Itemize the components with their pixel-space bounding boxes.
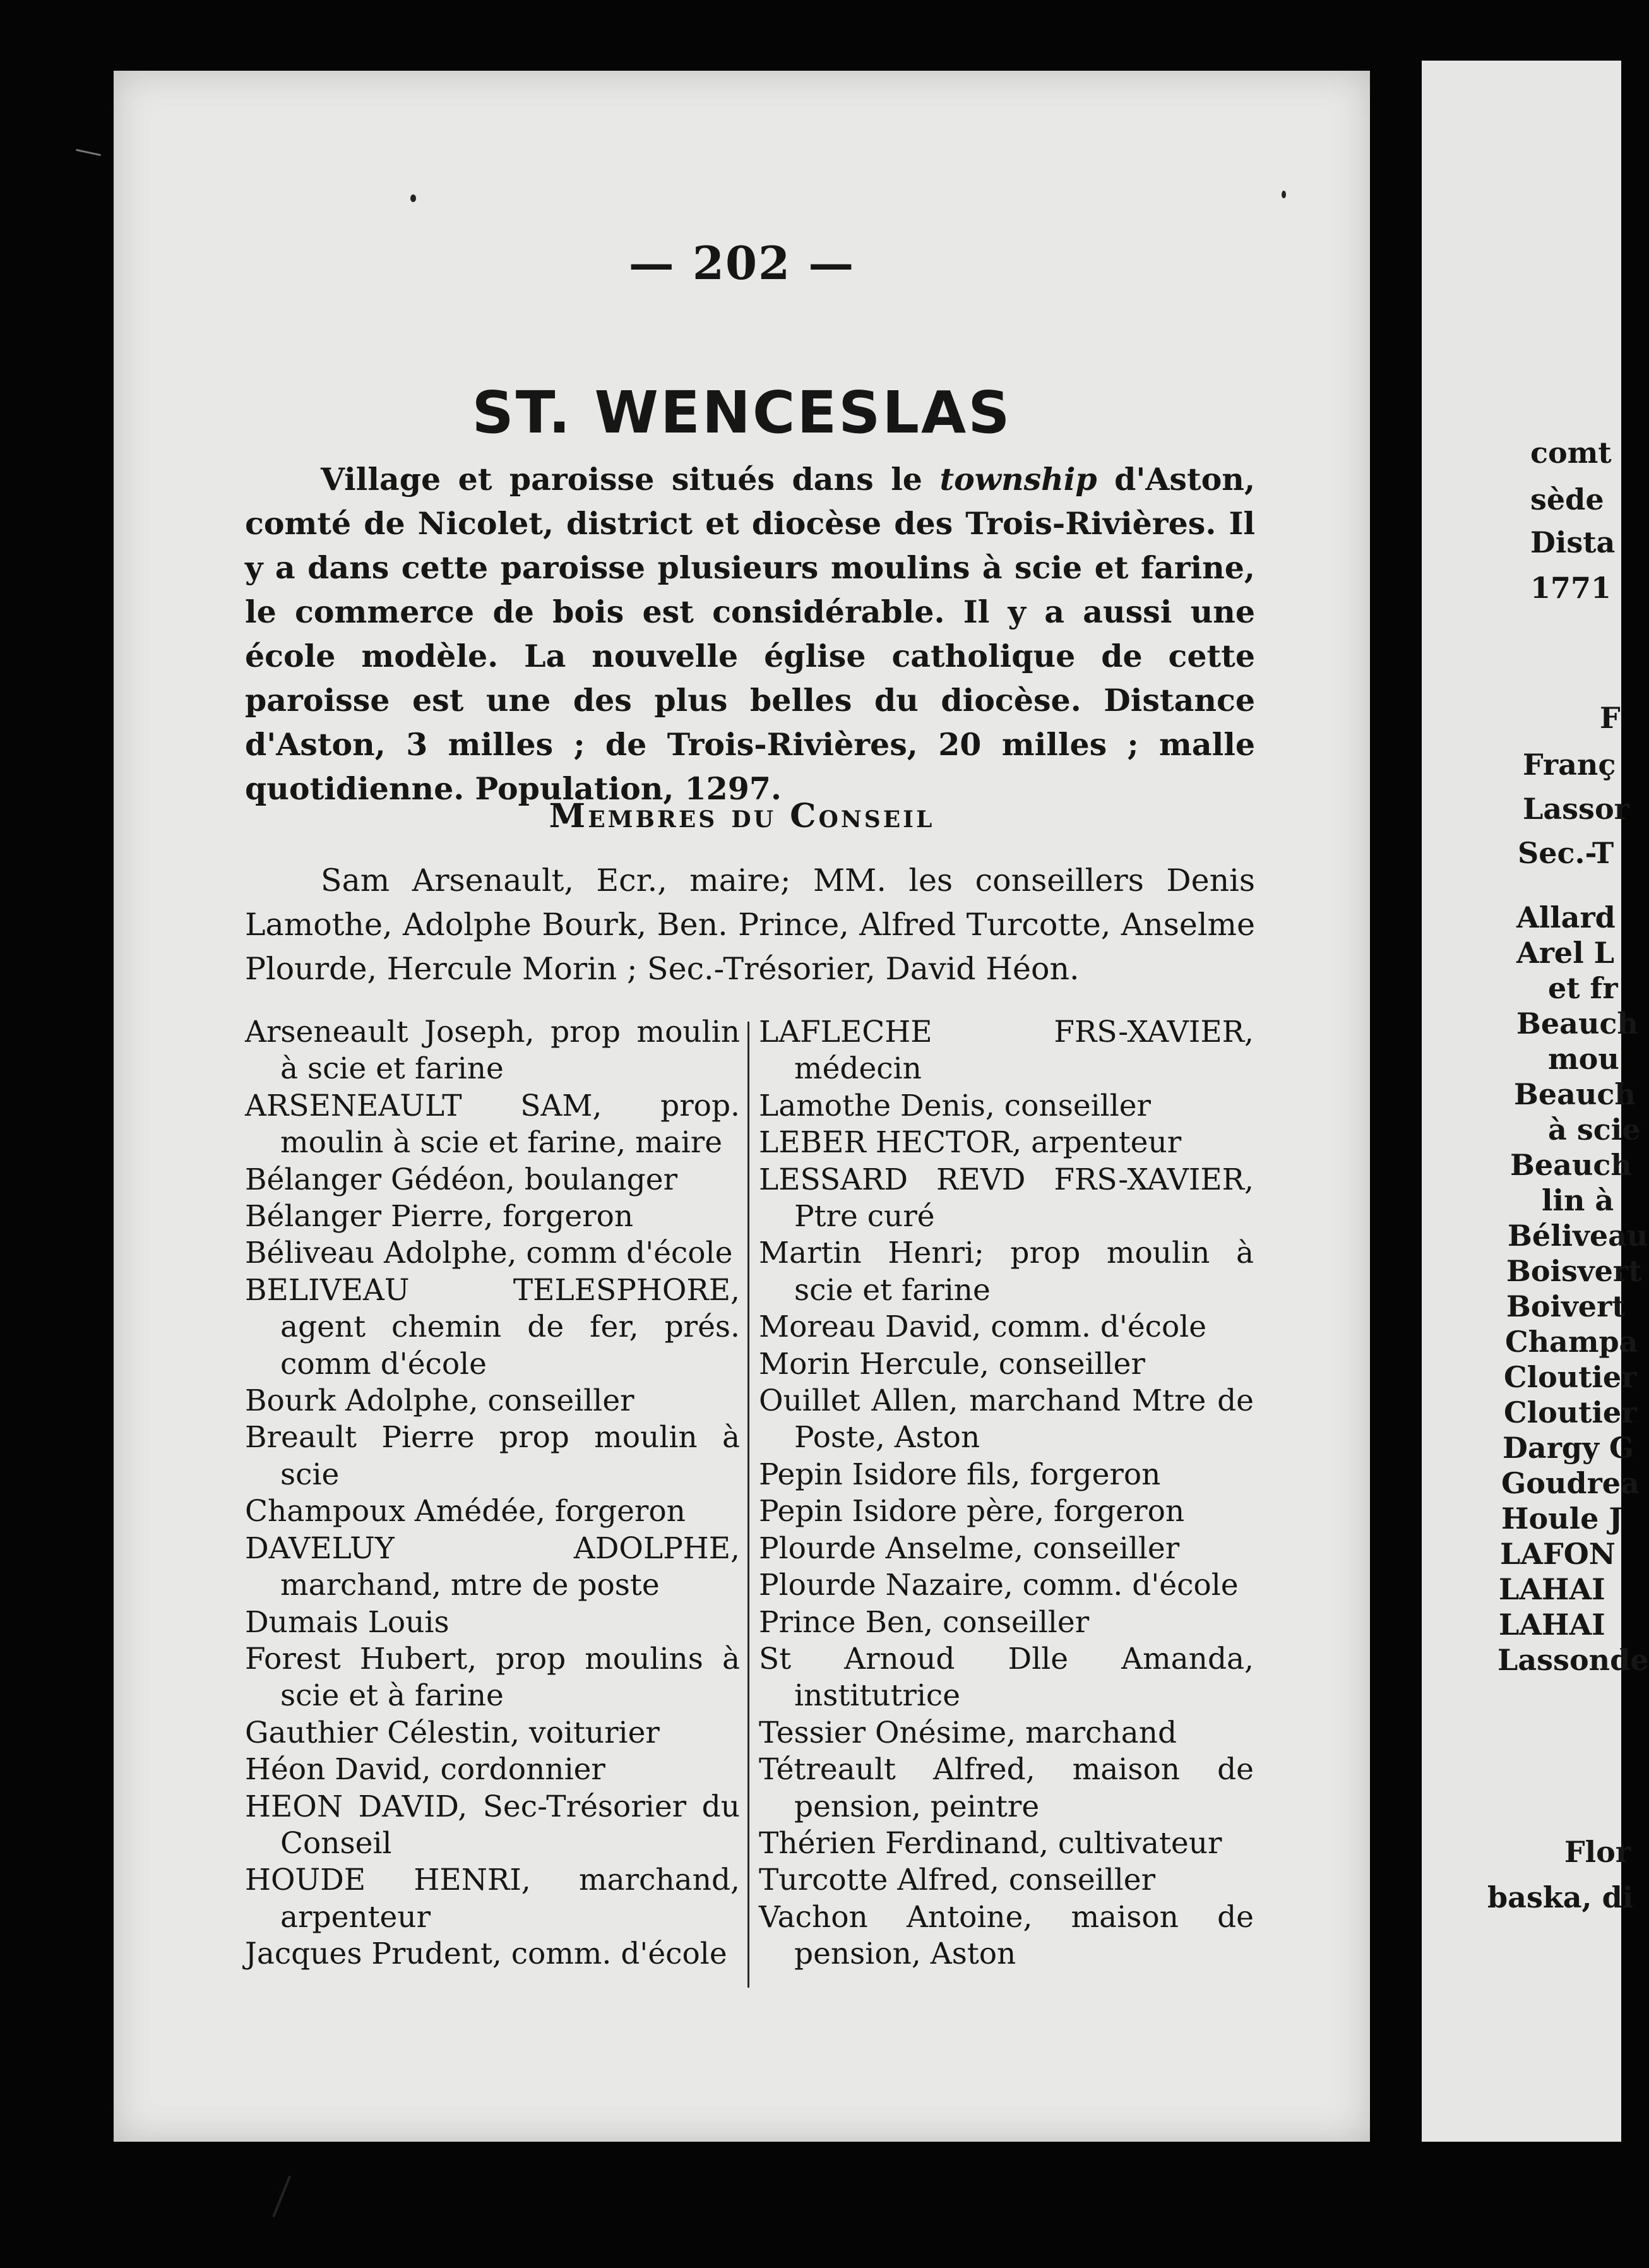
directory-entry: Dumais Louis <box>245 1604 449 1640</box>
directory-entry: Forest Hubert, prop moulins à scie et à farine <box>245 1641 740 1714</box>
adjacent-text: Dargy G <box>1503 1431 1634 1465</box>
adjacent-text: Arel L <box>1516 936 1615 970</box>
directory-entry: Morin Hercule, conseiller <box>759 1346 1145 1382</box>
directory-entry: Tessier Onésime, marchand <box>759 1715 1177 1750</box>
directory-entry: Gauthier Célestin, voiturier <box>245 1715 660 1750</box>
directory-entry: HEON DAVID, Sec-Trésorier du Conseil <box>245 1789 740 1861</box>
directory-entry: Pepin Isidore fils, forgeron <box>759 1457 1161 1492</box>
margin-line <box>76 149 101 156</box>
adjacent-text: Allard <box>1516 900 1616 934</box>
directory-entry: DAVELUY ADOLPHE, marchand, mtre de poste <box>245 1531 740 1603</box>
directory-entry: Vachon Antoine, maison de pension, Aston <box>759 1899 1254 1972</box>
intro-text-end: d'Aston, comté de Nicolet, district et diocèse des Trois-Rivières. Il y a dans cette paroisse plusieurs moulins à scie et farine, le commerce de bois est considérable. Il y a aussi une école modèle. La nouvelle église catholique de cette paroisse est une des plus belles du diocèse. Distance d'Aston, 3 milles ; de Trois-Rivières, 20 milles ; malle quotidienne. Population, 1297. <box>245 461 1255 807</box>
directory-entry: LAFLECHE FRS-XAVIER, médecin <box>759 1015 1254 1087</box>
adjacent-text: sède <box>1530 482 1604 516</box>
directory-entry: Bélanger Gédéon, boulanger <box>245 1162 678 1197</box>
adjacent-text: lin à <box>1542 1183 1614 1217</box>
adjacent-text: Lassor <box>1523 792 1629 826</box>
adjacent-text: Sec.-T <box>1518 836 1614 870</box>
directory-entry: Jacques Prudent, comm. d'école <box>245 1937 727 1972</box>
adjacent-text: Beauch <box>1516 1006 1638 1041</box>
directory-entry: Prince Ben, conseiller <box>759 1604 1090 1640</box>
directory-entry: St Arnoud Dlle Amanda, institutrice <box>759 1641 1254 1714</box>
ink-speck <box>410 194 416 202</box>
adjacent-text: à scie <box>1548 1113 1641 1147</box>
page-number: — 202 — <box>628 236 855 290</box>
directory-entry: ARSENEAULT SAM, prop. moulin à scie et farine, maire <box>245 1088 740 1161</box>
adjacent-text: LAFON <box>1500 1537 1616 1571</box>
adjacent-text: comt <box>1530 436 1612 470</box>
directory-entry: Plourde Nazaire, comm. d'école <box>759 1568 1239 1603</box>
directory-entry: Ouillet Allen, marchand Mtre de Poste, Aston <box>759 1383 1254 1455</box>
directory-entry: Thérien Ferdinand, cultivateur <box>759 1825 1222 1861</box>
book-page <box>114 71 1370 2142</box>
directory-right-column <box>759 1014 1254 1973</box>
directory-entry: LESSARD REVD FRS-XAVIER, Ptre curé <box>759 1162 1254 1234</box>
adjacent-text: Houle J <box>1501 1501 1623 1536</box>
adjacent-text: et fr <box>1548 971 1618 1005</box>
column-divider <box>747 1022 749 1988</box>
adjacent-page-edge <box>1422 61 1649 2142</box>
directory-entry: Martin Henri; prop moulin à scie et farine <box>759 1236 1254 1308</box>
council-paragraph: Sam Arsenault, Ecr., maire; MM. les conseillers Denis Lamothe, Adolphe Bourk, Ben. Prince, Alfred Turcotte, Anselme Plourde, Hercule Morin ; Sec.-Trésorier, David Héon. <box>245 862 1255 987</box>
adjacent-text: Dista <box>1530 525 1616 559</box>
directory-entry: Plourde Anselme, conseiller <box>759 1531 1180 1566</box>
adjacent-text: mou <box>1548 1042 1619 1076</box>
adjacent-text: Cloutier <box>1504 1395 1637 1429</box>
directory-entry: Tétreault Alfred, maison de pension, peintre <box>759 1752 1254 1824</box>
directory-entry: Héon David, cordonnier <box>245 1752 605 1788</box>
directory-entry: Bélanger Pierre, forgeron <box>245 1199 634 1234</box>
adjacent-text: Franç <box>1523 748 1616 782</box>
directory-entry: Turcotte Alfred, conseiller <box>759 1863 1156 1898</box>
adjacent-text: Beauch <box>1514 1077 1636 1111</box>
adjacent-text: Beauch <box>1510 1148 1632 1182</box>
council-heading: Membres du Conseil <box>549 797 935 835</box>
adjacent-text: Cloutier <box>1504 1360 1637 1394</box>
adjacent-text: Goudrea <box>1501 1466 1640 1500</box>
intro-paragraph <box>245 457 1255 811</box>
adjacent-text: LAHAI <box>1499 1572 1605 1606</box>
ink-speck <box>1282 191 1286 198</box>
adjacent-text: LAHAI <box>1499 1608 1605 1642</box>
adjacent-text: Champa <box>1505 1325 1638 1359</box>
directory-entry: Moreau David, comm. d'école <box>759 1310 1207 1345</box>
directory-entry: Bourk Adolphe, conseiller <box>245 1383 634 1419</box>
intro-text-start: Village et paroisse situés dans le <box>321 461 940 498</box>
directory-entry: Breault Pierre prop moulin à scie <box>245 1420 740 1492</box>
adjacent-text: Boisvert <box>1506 1254 1642 1288</box>
directory-entry: BELIVEAU TELESPHORE, agent chemin de fer, prés. comm d'école <box>245 1272 740 1382</box>
directory-entry: HOUDE HENRI, marchand, arpenteur <box>245 1863 740 1935</box>
directory-entry: Pepin Isidore père, forgeron <box>759 1494 1185 1529</box>
adjacent-text: 1771 <box>1530 571 1612 605</box>
adjacent-text: Flor <box>1564 1835 1631 1869</box>
adjacent-text: Lassonde <box>1497 1643 1649 1677</box>
directory-left-column <box>245 1014 740 1973</box>
intro-emphasis: township <box>939 461 1097 498</box>
adjacent-text: F <box>1600 701 1621 735</box>
adjacent-text: Boivert <box>1506 1289 1626 1323</box>
directory-entry: Arseneault Joseph, prop moulin à scie et farine <box>245 1015 740 1087</box>
directory-entry: Lamothe Denis, conseiller <box>759 1088 1152 1123</box>
directory-entry: LEBER HECTOR, arpenteur <box>759 1125 1182 1161</box>
adjacent-text: baska, di <box>1487 1880 1634 1914</box>
directory-entry: Béliveau Adolphe, comm d'école <box>245 1236 733 1271</box>
pencil-mark <box>272 2176 291 2217</box>
directory-entry: Champoux Amédée, forgeron <box>245 1494 686 1529</box>
page-title: ST. WENCESLAS <box>472 379 1012 446</box>
adjacent-text: Béliveau <box>1508 1219 1648 1253</box>
